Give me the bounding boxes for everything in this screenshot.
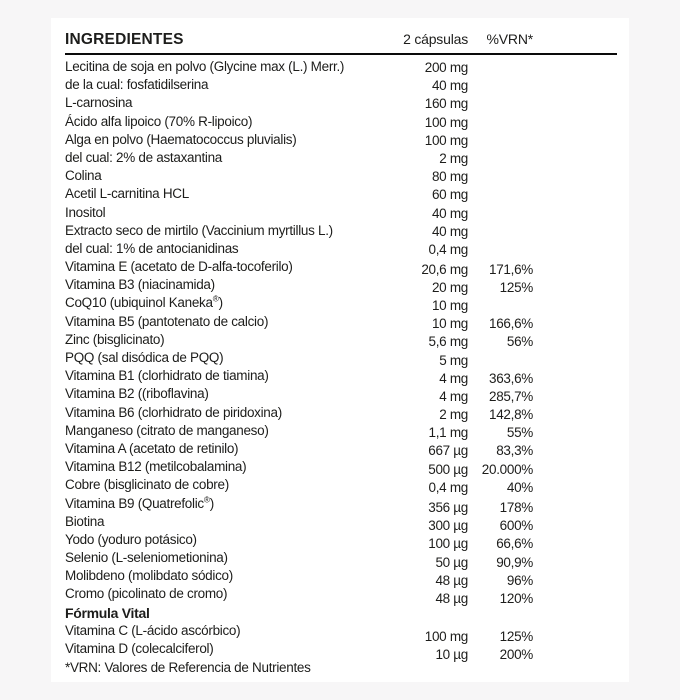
ingredient-amount: 500 µg — [428, 461, 468, 477]
ingredient-row — [65, 294, 629, 312]
ingredient-name: Fórmula Vital — [65, 604, 150, 621]
ingredient-name: Vitamina C (L-ácido ascórbico) — [65, 622, 241, 638]
ingredient-vrn-percent: 96% — [506, 572, 533, 588]
ingredient-list — [65, 58, 629, 662]
ingredient-name: L-carnosina — [65, 95, 133, 111]
ingredient-name: Colina — [65, 168, 102, 184]
ingredient-row — [65, 495, 629, 513]
ingredient-amount: 20 mg — [431, 279, 468, 295]
ingredient-name: Cobre (bisglicinato de cobre) — [65, 477, 229, 493]
ingredient-row — [65, 313, 629, 331]
ingredient-vrn-percent: 40% — [506, 479, 533, 495]
ingredient-name: Biotina — [65, 513, 105, 529]
ingredient-name: CoQ10 (ubiquinol Kaneka®) — [65, 293, 223, 311]
ingredient-amount: 60 mg — [431, 187, 468, 203]
ingredient-vrn-percent: 120% — [499, 590, 533, 606]
ingredient-name: Vitamina B3 (niacinamida) — [65, 277, 215, 293]
ingredient-name: PQQ (sal disódica de PQQ) — [65, 350, 224, 365]
vrn-footnote: *VRN: Valores de Referencia de Nutrientes — [65, 659, 311, 675]
ingredient-amount: 4 mg — [439, 370, 468, 386]
ingredient-row — [65, 149, 629, 167]
ingredient-amount: 10 mg — [431, 316, 468, 332]
ingredient-row — [65, 204, 629, 222]
ingredient-amount: 0,4 mg — [428, 479, 468, 495]
ingredient-vrn-percent: 125% — [499, 628, 533, 644]
ingredient-name: Vitamina A (acetato de retinilo) — [65, 440, 239, 456]
ingredient-name: Vitamina E (acetato de D-alfa-tocoferilo) — [65, 259, 293, 275]
ingredient-name: Lecitina de soja en polvo (Glycine max (L.) Merr.) — [65, 59, 345, 74]
ingredient-amount: 40 mg — [431, 223, 468, 239]
ingredient-amount: 40 mg — [431, 205, 468, 221]
ingredient-row — [65, 567, 629, 588]
ingredient-vrn-percent: 200% — [499, 647, 533, 662]
ingredient-name: Molibdeno (molibdato sódico) — [65, 568, 233, 584]
ingredient-row — [65, 240, 629, 258]
ingredient-row — [65, 349, 629, 367]
ingredient-row — [65, 440, 629, 458]
ingredient-amount: 100 mg — [424, 132, 468, 148]
ingredient-row — [65, 367, 629, 385]
ingredient-row — [65, 513, 629, 534]
ingredient-amount: 5 mg — [439, 352, 468, 368]
ingredient-row — [65, 131, 629, 149]
ingredient-row — [65, 531, 629, 552]
ingredient-row — [65, 640, 629, 662]
ingredient-name: del cual: 1% de antocianidinas — [65, 240, 239, 256]
table-header — [65, 31, 629, 50]
header-divider — [65, 53, 617, 55]
ingredient-amount: 100 µg — [428, 536, 468, 552]
ingredient-vrn-percent: 125% — [499, 279, 533, 295]
ingredients-column-header: INGREDIENTES — [65, 31, 184, 48]
ingredient-row — [65, 185, 629, 203]
supplement-facts-panel — [51, 18, 629, 682]
ingredient-amount: 1,1 mg — [428, 425, 468, 441]
ingredient-name: Vitamina B9 (Quatrefolic®) — [65, 494, 214, 511]
ingredient-amount: 300 µg — [428, 518, 468, 534]
ingredient-name: Vitamina D (colecalciferol) — [65, 641, 214, 656]
ingredient-amount: 2 mg — [439, 150, 468, 166]
ingredient-vrn-percent: 55% — [506, 425, 533, 441]
ingredient-name: Alga en polvo (Haematococcus pluvialis) — [65, 131, 297, 147]
ingredient-name: Vitamina B6 (clorhidrato de piridoxina) — [65, 404, 282, 420]
ingredient-row — [65, 404, 629, 422]
ingredient-row — [65, 385, 629, 403]
ingredient-amount: 10 mg — [431, 297, 468, 313]
ingredient-amount: 0,4 mg — [428, 241, 468, 257]
ingredient-name: Manganeso (citrato de manganeso) — [65, 422, 269, 438]
ingredient-name: Vitamina B1 (clorhidrato de tiamina) — [65, 368, 269, 384]
ingredient-vrn-percent: 83,3% — [496, 443, 533, 459]
ingredient-name: de la cual: fosfatidilserina — [65, 77, 209, 93]
ingredient-name: Extracto seco de mirtilo (Vaccinium myrtillus L.) — [65, 222, 333, 238]
ingredient-vrn-percent: 363,6% — [489, 370, 533, 386]
ingredient-row — [65, 549, 629, 570]
ingredient-vrn-percent: 171,6% — [489, 261, 533, 277]
ingredient-row — [65, 331, 629, 349]
ingredient-amount: 667 µg — [428, 443, 468, 459]
ingredient-name: Zinc (bisglicinato) — [65, 331, 165, 347]
ingredient-amount: 10 µg — [435, 647, 468, 662]
ingredient-vrn-percent: 142,8% — [489, 407, 533, 423]
ingredient-name: Vitamina B5 (pantotenato de calcio) — [65, 313, 269, 329]
ingredient-name: del cual: 2% de astaxantina — [65, 149, 223, 165]
ingredient-row — [65, 622, 629, 644]
ingredient-row — [65, 585, 629, 606]
ingredient-name: Inositol — [65, 204, 106, 220]
ingredient-row — [65, 422, 629, 440]
vrn-column-header: %VRN* — [486, 31, 533, 47]
ingredient-vrn-percent: 178% — [499, 500, 533, 515]
per-serving-column-header: 2 cápsulas — [403, 31, 468, 47]
ingredient-row — [65, 476, 629, 494]
ingredient-amount: 356 µg — [428, 500, 468, 515]
ingredient-row — [65, 113, 629, 131]
ingredient-vrn-percent: 66,6% — [496, 536, 533, 552]
ingredient-amount: 160 mg — [424, 96, 468, 112]
ingredient-name: Ácido alfa lipoico (70% R-lipoico) — [65, 113, 253, 129]
ingredient-vrn-percent: 20.000% — [481, 461, 533, 477]
ingredient-name: Yodo (yoduro potásico) — [65, 531, 197, 547]
ingredient-amount: 5,6 mg — [428, 334, 468, 350]
ingredient-name: Acetil L-carnitina HCL — [65, 186, 189, 202]
ingredient-name: Vitamina B2 ((riboflavina) — [65, 386, 209, 402]
ingredient-amount: 40 mg — [431, 78, 468, 94]
ingredient-row — [65, 58, 629, 76]
ingredient-amount: 20,6 mg — [421, 261, 468, 277]
ingredient-vrn-percent: 90,9% — [496, 554, 533, 570]
ingredient-amount: 4 mg — [439, 388, 468, 404]
ingredient-row — [65, 258, 629, 276]
ingredient-amount: 80 mg — [431, 169, 468, 185]
ingredient-vrn-percent: 285,7% — [489, 388, 533, 404]
ingredient-vrn-percent: 166,6% — [489, 316, 533, 332]
ingredient-name: Cromo (picolinato de cromo) — [65, 586, 228, 602]
ingredient-vrn-percent: 600% — [499, 518, 533, 534]
ingredient-amount: 100 mg — [424, 628, 468, 644]
ingredient-row — [65, 276, 629, 294]
ingredient-vrn-percent: 56% — [506, 334, 533, 350]
ingredient-amount: 100 mg — [424, 114, 468, 130]
ingredient-amount: 200 mg — [424, 60, 468, 75]
ingredient-amount: 48 µg — [435, 590, 468, 606]
ingredient-row — [65, 604, 629, 622]
ingredient-amount: 2 mg — [439, 407, 468, 423]
ingredient-name: Vitamina B12 (metilcobalamina) — [65, 459, 247, 475]
ingredient-row — [65, 76, 629, 94]
ingredient-amount: 50 µg — [435, 554, 468, 570]
ingredient-row — [65, 167, 629, 185]
ingredient-row — [65, 458, 629, 476]
ingredient-row — [65, 222, 629, 240]
ingredient-amount: 48 µg — [435, 572, 468, 588]
ingredient-row — [65, 94, 629, 112]
ingredient-name: Selenio (L-seleniometionina) — [65, 550, 228, 566]
